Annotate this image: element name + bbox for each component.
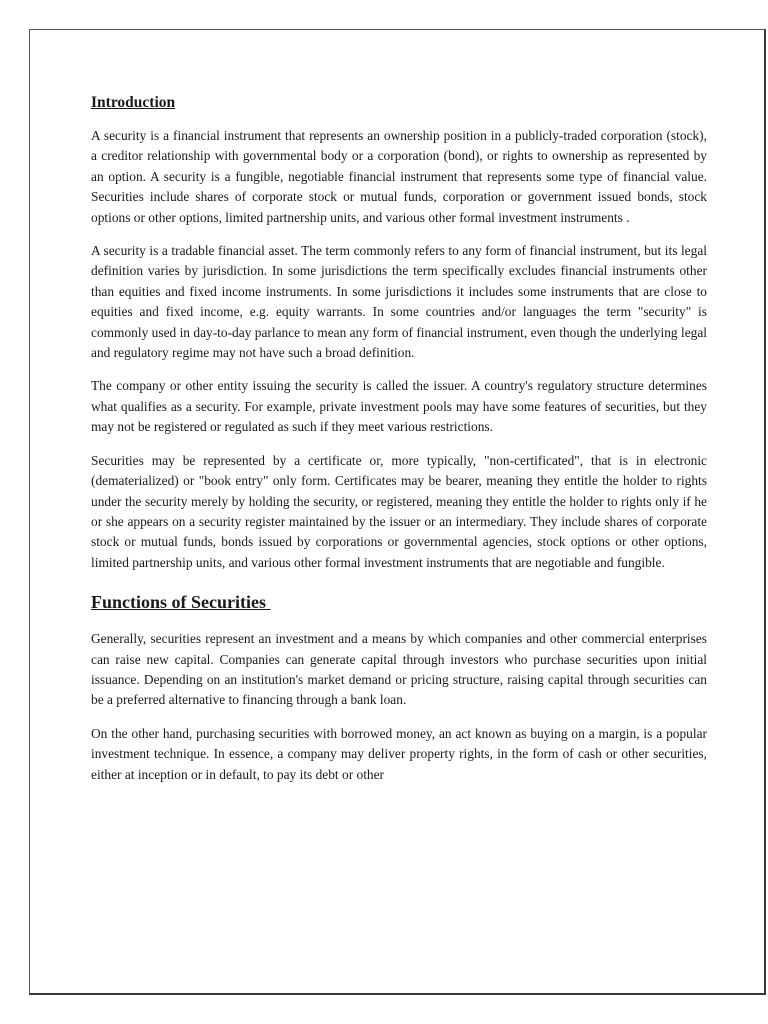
heading-functions-of-securities: Functions of Securities (91, 592, 271, 613)
intro-paragraph-3: The company or other entity issuing the security is called the issuer. A country's regulatory structure determines what qualifies as a security. For example, private investment pools may have some features of securities, but they may not be registered or regulated as such if they meet various restrictions. (91, 378, 707, 435)
functions-paragraph-2: On the other hand, purchasing securities with borrowed money, an act known as buying on a margin, is a popular investment technique. In essence, a company may deliver property rights, in the form of cash or other securities, either at inception or in default, to pay its debt or other (91, 725, 707, 782)
intro-paragraph-1: A security is a financial instrument that represents an ownership position in a publicly-traded corporation (stock), a creditor relationship with governmental body or a corporation (bond), or rights to ownership as represented by an option. A security is a fungible, negotiable financial instrument that represents some type of financial value. Securities include shares of corporate stock or mutual funds, corporation or government issued bonds, stock options or other options, limited partnership units, and various other formal investment instruments . (91, 128, 707, 225)
page-content (91, 94, 707, 798)
intro-paragraph-2: A security is a tradable financial asset. The term commonly refers to any form of financial instrument, but its legal definition varies by jurisdiction. In some jurisdictions the term specifically excludes financial instruments other than equities and fixed income instruments. In some jurisdictions it includes some instruments that are close to equities and fixed income, e.g. equity warrants. In some countries and/or languages the term "security" is commonly used in day-to-day parlance to mean any form of financial instrument, even though the underlying legal and regulatory regime may not have such a broad definition. (91, 243, 707, 361)
intro-paragraph-4: Securities may be represented by a certificate or, more typically, "non-certificated", that is in electronic (dematerialized) or "book entry" only form. Certificates may be bearer, meaning they entitle the holder to rights under the security merely by holding the security, or registered, meaning they entitle the holder to rights only if he or she appears on a security register maintained by the issuer or an intermediary. They include shares of corporate stock or mutual funds, bonds issued by corporations or governmental agencies, stock options or other options, limited partnership units, and various other formal investment instruments that are negotiable and fungible. (91, 452, 707, 570)
functions-paragraph-1: Generally, securities represent an investment and a means by which companies and other commercial enterprises can raise new capital. Companies can generate capital through investors who purchase securities upon initial issuance. Depending on an institution's market demand or pricing structure, raising capital through securities can be a preferred alternative to financing through a bank loan. (91, 631, 707, 708)
heading-introduction: Introduction (91, 94, 176, 111)
document-page (29, 29, 766, 995)
